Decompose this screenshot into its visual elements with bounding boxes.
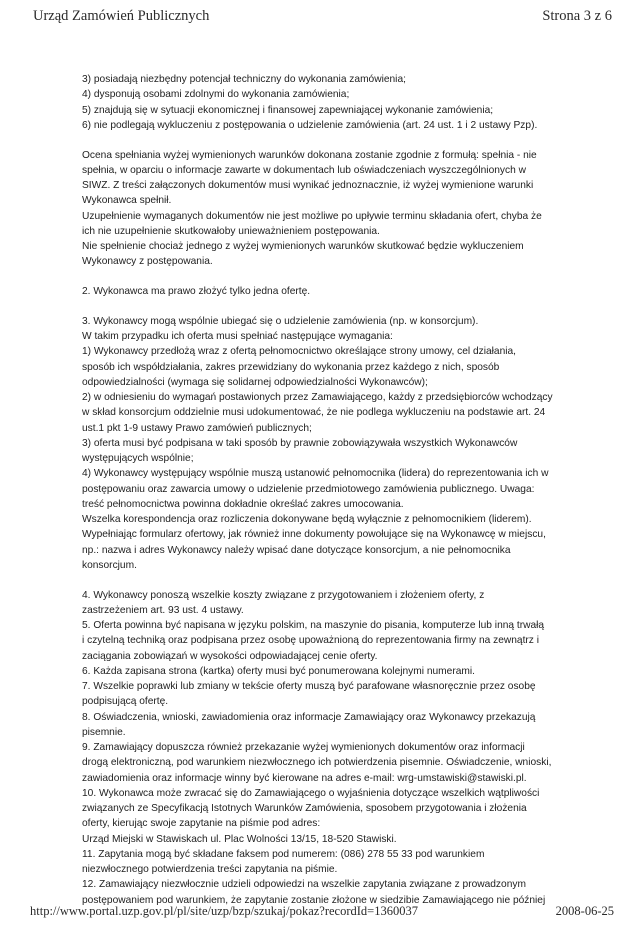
text-line: 4. Wykonawcy ponoszą wszelkie koszty związane z przygotowaniem i złożeniem oferty, z (82, 589, 485, 601)
text-line: zaciągania zobowiązań w wysokości odpowiadającej cenie oferty. (82, 650, 378, 662)
text-line: postępowaniu oraz zawarcia umowy o udzielenie przedmiotowego zamówienia publicznego. Uwaga: (82, 483, 535, 495)
text-line: 4) dysponują osobami zdolnymi do wykonania zamówienia; (82, 89, 350, 101)
text-line: 10. Wykonawca może zwracać się do Zamawiającego o wyjaśnienia dotyczące wszelkich wątpliwości (82, 787, 540, 799)
consortium-paragraph (82, 314, 590, 573)
text-line: Nie spełnienie chociaż jednego z wyżej wymienionych warunków skutkować będzie wykluczeniem (82, 241, 524, 252)
text-line: treść pełnomocnictwa powinna dokładnie określać zakres umocowania. (82, 498, 404, 510)
text-line: ust.1 pkt 1-9 ustawy Prawo zamówień publicznych; (82, 422, 312, 434)
text-line: drogą elektroniczną, pod warunkiem niezwłocznego ich potwierdzenia pisemnie. Oświadczenie, wnioski, (82, 757, 552, 769)
text-line: SIWZ. Z treści załączonych dokumentów musi wynikać jednoznacznie, iż wyżej wymienione warunki (82, 180, 534, 191)
text-line: niezwłocznego potwierdzenia treści zapytania na piśmie. (82, 864, 338, 875)
text-line: w skład konsorcjum oddzielnie musi udokumentować, że nie podlega wykluczeniu na podstawie art. 24 (82, 407, 546, 419)
text-line: 3. Wykonawcy mogą wspólnie ubiegać się o udzielenie zamówienia (np. w konsorcjum). (82, 315, 479, 327)
text-line: zastrzeżeniem art. 93 ust. 4 ustawy. (82, 604, 244, 616)
text-line: podpisującą ofertę. (82, 696, 169, 708)
text-line: związanych ze Specyfikacją Istotnych Warunków Zamówienia, sposobem przygotowania i złożenia (82, 803, 527, 814)
source-url: http://www.portal.uzp.gov.pl/pl/site/uzp/bzp/szukaj/pokaz?recordId=1360037 (30, 904, 418, 918)
text-line: występujących wspólnie; (82, 453, 194, 464)
text-line: 12. Zamawiający niezwłocznie udzieli odpowiedzi na wszelkie zapytania związane z prowadzonym (82, 879, 526, 891)
text-line: 6) nie podlegają wykluczeniu z postępowania o udzielenie zamówienia (art. 24 ust. 1 i 2 ustawy Pzp). (82, 119, 538, 131)
text-line: 7. Wszelkie poprawki lub zmiany w tekście oferty muszą być parafowane własnoręcznie przez osobę (82, 681, 536, 692)
text-line: oferty, kierując swoje zapytanie na piśmie pod adres: (82, 818, 321, 830)
text-line: 9. Zamawiający dopuszcza również przekazanie wyżej wymienionych dokumentów oraz informacji (82, 742, 525, 753)
offer-rules-paragraph (82, 588, 590, 908)
text-line: Wypełniając formularz ofertowy, jak również inne dokumenty powołujące się na Wykonawcę w miejscu, (82, 529, 546, 541)
text-line: Wykonawcy z postępowania. (82, 256, 213, 268)
conditions-list (82, 72, 590, 133)
text-line: W takim przypadku ich oferta musi spełniać następujące wymagania: (82, 331, 393, 342)
text-line: np.: nazwa i adres Wykonawcy należy wpisać dane dotyczące konsorcjum, a nie pełnomocnika (82, 544, 511, 556)
text-line: Uzupełnienie wymaganych dokumentów nie jest możliwe po upływie terminu składania ofert, chyba że (82, 210, 542, 222)
page-footer (30, 904, 614, 926)
text-line: ich nie uzupełnienie skutkowałoby unieważnieniem postępowania. (82, 225, 380, 237)
single-offer-paragraph (82, 284, 590, 299)
text-line: 4) Wykonawcy występujący wspólnie muszą ustanowić pełnomocnika (lidera) do reprezentowania ich w (82, 468, 549, 480)
evaluation-paragraph (82, 148, 590, 270)
text-line: Wykonawca spełnił. (82, 195, 172, 207)
text-line: Wszelka korespondencja oraz rozliczenia dokonywane będą wyłącznie z pełnomocnikiem (liderem). (82, 514, 532, 525)
text-line: zawiadomienia oraz informacje winny być kierowane na adres e-mail: wrg-umstawiski@stawiski.pl. (82, 772, 527, 784)
text-line: 2) w odniesieniu do wymagań postawionych przez Zamawiającego, każdy z przedsiębiorców wchodzący (82, 392, 553, 403)
page-header (33, 8, 612, 30)
print-date: 2008-06-25 (555, 904, 614, 918)
text-line: 5. Oferta powinna być napisana w języku polskim, na maszynie do pisania, komputerze lub inną trwałą (82, 620, 545, 631)
text-line: 8. Oświadczenia, wnioski, zawiadomienia oraz informacje Zamawiający oraz Wykonawcy przekazują (82, 711, 536, 723)
text-line: 2. Wykonawca ma prawo złożyć tylko jedna ofertę. (82, 286, 311, 297)
text-line: Ocena spełniania wyżej wymienionych warunków dokonana zostanie zgodnie z formułą: spełnia - nie (82, 149, 537, 161)
text-line: 1) Wykonawcy przedłożą wraz z ofertą pełnomocnictwo określające strony umowy, cel działania, (82, 346, 517, 358)
text-line: Urząd Miejski w Stawiskach ul. Plac Wolności 13/15, 18-520 Stawiski. (82, 833, 397, 845)
text-line: 5) znajdują się w sytuacji ekonomicznej i finansowej zapewniającej wykonanie zamówienia; (82, 104, 494, 116)
text-line: odpowiedzialności (wymaga się solidarnej odpowiedzialności Wykonawców); (82, 376, 428, 388)
text-line: sposób ich współdziałania, zakres przewidziany do wykonania przez każdego z nich, sposób (82, 361, 500, 373)
text-line: spełnia, w oparciu o informacje zawarte w dokumentach lub oświadczeniach wyszczególnionych w (82, 164, 526, 176)
text-line: pisemnie. (82, 726, 126, 738)
text-line: postępowaniem pod warunkiem, że zapytanie zostanie złożone w siedzibie Zamawiającego nie później (82, 894, 546, 906)
header-title: Urząd Zamówień Publicznych (33, 8, 210, 24)
text-line: i czytelną techniką oraz podpisana przez osobę upoważnioną do reprezentowania firmy na zewnątrz i (82, 635, 539, 647)
text-line: 3) oferta musi być podpisana w taki sposób by prawnie zobowiązywała wszystkich Wykonawców (82, 437, 518, 449)
text-line: 3) posiadają niezbędny potencjał techniczny do wykonania zamówienia; (82, 74, 406, 85)
page-number: Strona 3 z 6 (542, 8, 612, 24)
document-body (82, 72, 590, 908)
text-line: 6. Każda zapisana strona (kartka) oferty musi być ponumerowana kolejnymi numerami. (82, 665, 475, 677)
text-line: konsorcjum. (82, 559, 137, 571)
text-line: 11. Zapytania mogą być składane faksem pod numerem: (086) 278 55 33 pod warunkiem (82, 848, 485, 860)
